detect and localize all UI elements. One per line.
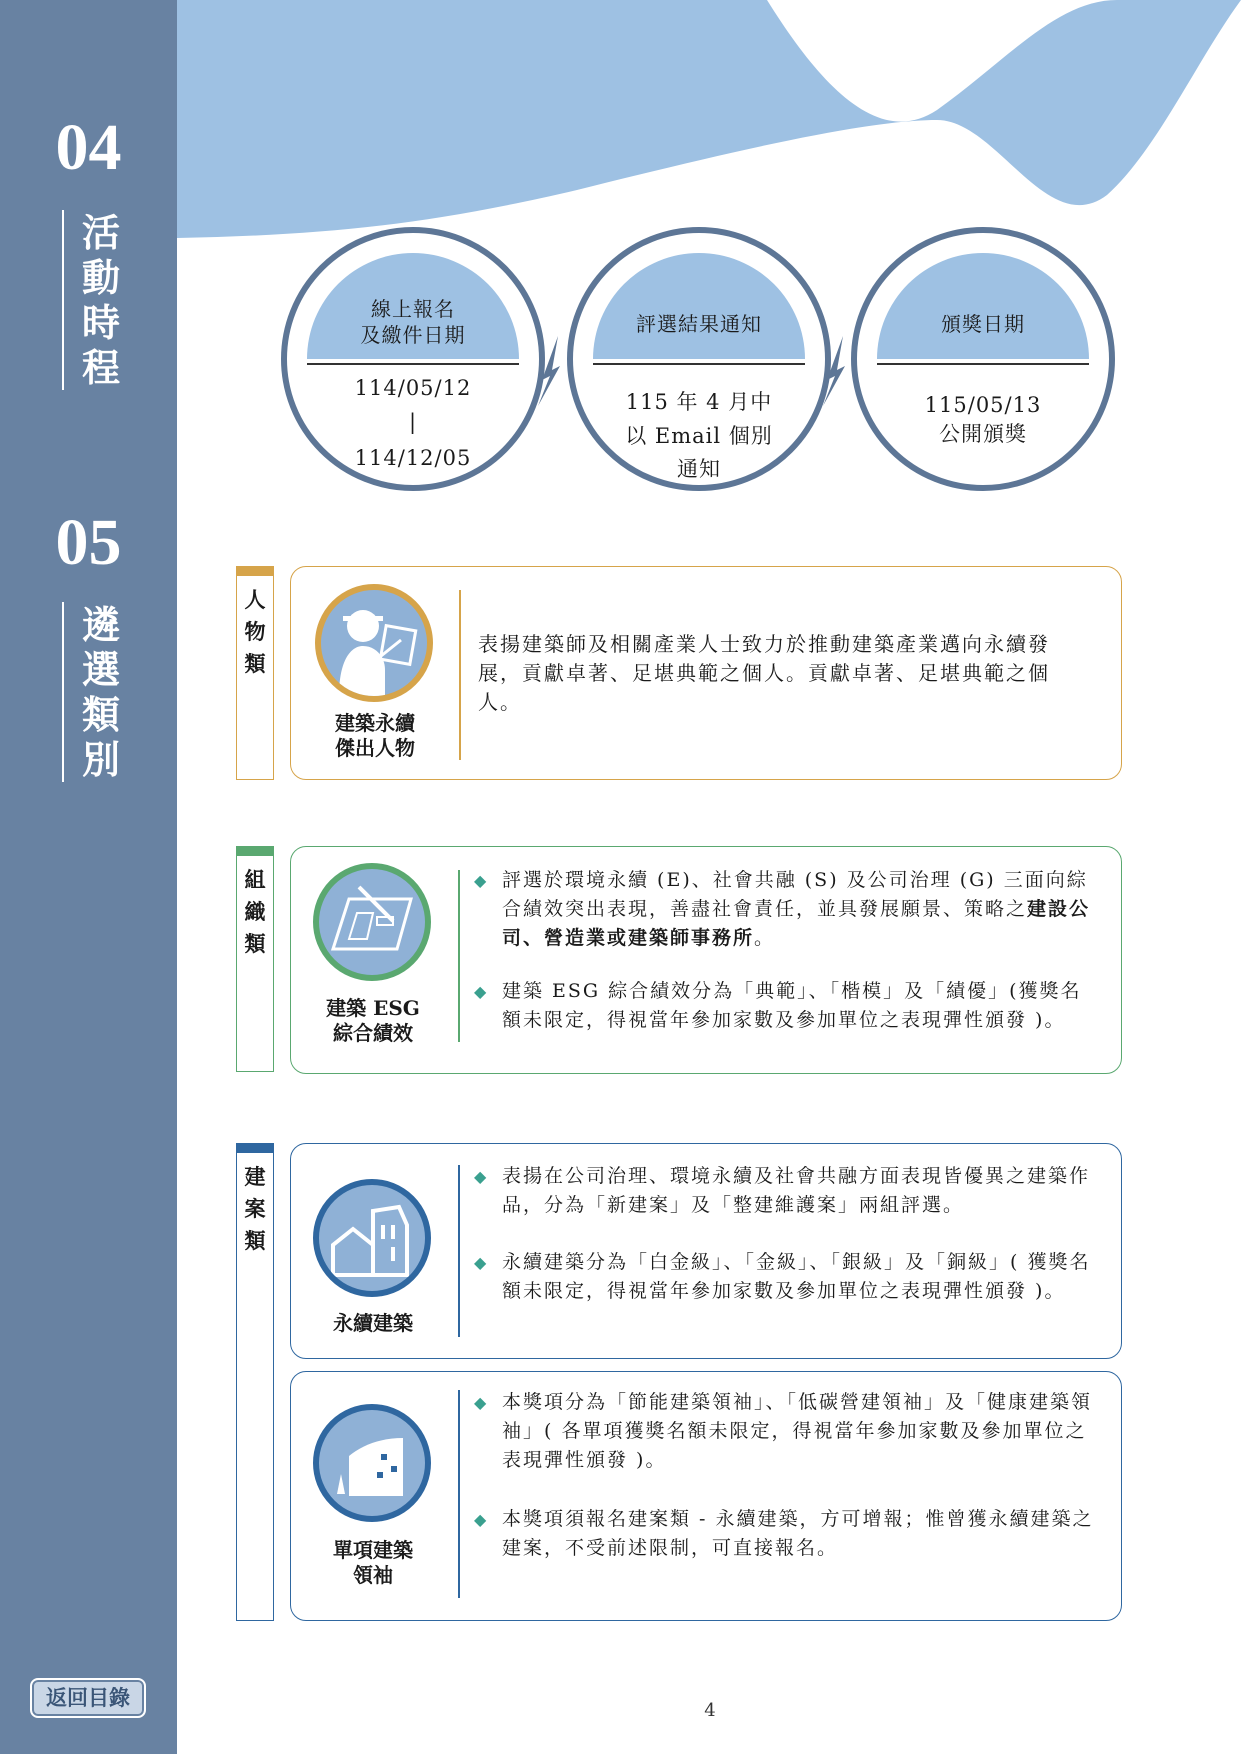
person-category-label: 人物類 <box>244 587 266 676</box>
bullet-diamond-icon: ◆ <box>474 1167 489 1186</box>
back-to-contents-button[interactable]: 返回目錄 <box>30 1678 146 1718</box>
step-heading-line-2: 及繳件日期 <box>360 323 466 347</box>
bullet-diamond-icon: ◆ <box>474 1253 489 1272</box>
step-heading: 頒獎日期 <box>941 312 1025 336</box>
organization-category-label: 組織類 <box>244 867 266 956</box>
leader-building-label-line-2: 領袖 <box>353 1563 393 1587</box>
bullet-diamond-icon: ◆ <box>474 982 489 1001</box>
leader-building-label-line-1: 單項建築 <box>333 1538 413 1562</box>
section-4-number: 04 <box>55 111 122 184</box>
section-5-number: 05 <box>55 506 122 579</box>
organization-bullet-2: ◆ 建築 ESG 綜合績效分為「典範」、「楷模」及「績優」(獲獎名額未限定，得視當年參加家數及參加單位之表現彈性頒發 )。 <box>502 977 1098 1035</box>
step-date-start: 114/05/12 <box>354 376 472 400</box>
step-date-separator: | <box>408 410 418 434</box>
leader-building-icon <box>313 1404 431 1522</box>
step-heading: 評選結果通知 <box>636 312 762 336</box>
leader-bullet-2: ◆ 本獎項須報名建案類 - 永續建築，方可增報；惟曾獲永續建築之建案，不受前述限制，可直接報名。 <box>502 1505 1098 1563</box>
timeline-step-award-date <box>851 227 1115 491</box>
timeline-step-registration <box>281 227 545 491</box>
timeline-arrow-icon <box>530 330 570 410</box>
organization-award-label-line-2: 綜合績效 <box>333 1021 413 1045</box>
bullet-diamond-icon: ◆ <box>474 871 489 890</box>
sustainable-bullet-1: ◆ 表揚在公司治理、環境永續及社會共融方面表現皆優異之建築作品，分為「新建案」及「整建維護案」兩組評選。 <box>502 1162 1098 1220</box>
bullet-diamond-icon: ◆ <box>474 1510 489 1529</box>
section-5-title: 遴選類別 <box>62 602 122 782</box>
person-description: 表揚建築師及相關產業人士致力於推動建築產業邁向永續發展，貢獻卓著、足堪典範之個人。貢獻卓著、足堪典範之個人。 <box>478 632 1050 714</box>
header-wave-decoration <box>177 0 1241 240</box>
step-body-line-3: 通知 <box>677 457 721 481</box>
step-date-end: 114/12/05 <box>354 446 472 470</box>
person-award-label-line-2: 傑出人物 <box>335 736 415 760</box>
organization-award-label-line-1: 建築 ESG <box>326 996 420 1020</box>
page-number: 4 <box>704 1700 716 1721</box>
timeline-step-result-notice <box>567 227 831 491</box>
leader-bullet-1: ◆ 本獎項分為「節能建築領袖」、「低碳營建領袖」及「健康建築領袖」( 各單項獲獎名額未限定，得視當年參加家數及參加單位之表現彈性頒發 )。 <box>502 1388 1098 1475</box>
architect-person-icon <box>315 584 433 702</box>
step-body-line-2: 以 Email 個別 <box>625 424 773 448</box>
sustainable-building-icon <box>313 1179 431 1297</box>
step-body-line-1: 115 年 4 月中 <box>625 390 773 414</box>
step-body: 公開頒獎 <box>939 422 1027 446</box>
sustainable-bullet-2: ◆ 永續建築分為「白金級」、「金級」、「銀級」及「銅級」( 獲獎名額未限定，得視當年參加家數及參加單位之表現彈性頒發 )。 <box>502 1248 1098 1306</box>
sustainable-building-label: 永續建築 <box>333 1311 413 1335</box>
building-category-label: 建案類 <box>244 1164 266 1253</box>
sidebar <box>0 0 177 1754</box>
step-date: 115/05/13 <box>924 393 1042 417</box>
organization-bullet-1: ◆ 評選於環境永續 (E)、社會共融 (S) 及公司治理 (G) 三面向綜合績效突出表現，善盡社會責任，並具發展願景、策略之建設公司、營造業或建築師事務所。 <box>502 866 1098 953</box>
timeline-arrow-icon <box>815 330 855 410</box>
blueprint-drawing-icon <box>313 863 431 981</box>
person-award-label-line-1: 建築永續 <box>335 711 415 735</box>
step-heading-line-1: 線上報名 <box>371 297 455 321</box>
section-4-title: 活動時程 <box>62 210 122 390</box>
bullet-diamond-icon: ◆ <box>474 1393 489 1412</box>
